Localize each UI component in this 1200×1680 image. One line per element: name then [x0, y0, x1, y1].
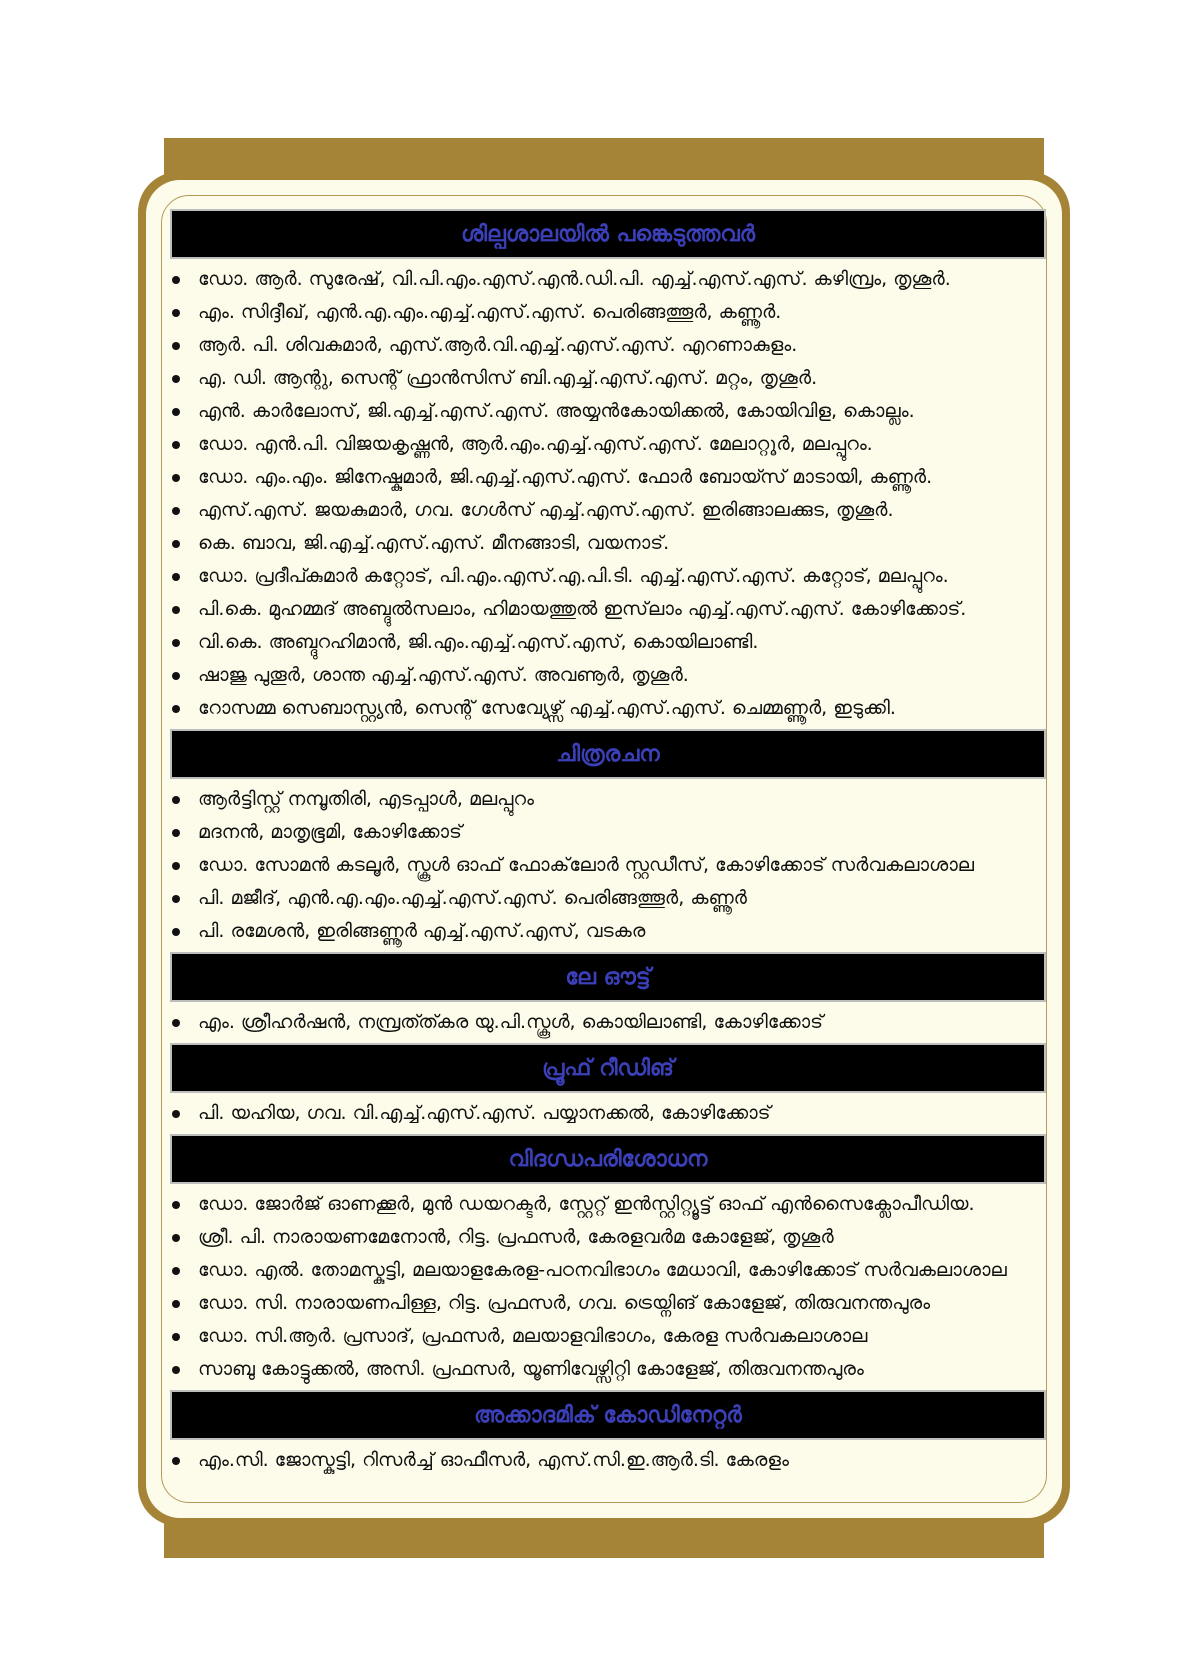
credit-list-item: പി. മജീദ്, എൻ.എ.എം.എച്ച്.എസ്.എസ്. പെരിങ്ങത്തൂർ, കണ്ണൂർ	[170, 882, 1046, 915]
credit-list-item: ഡോ. എൻ.പി. വിജയകൃഷ്ണൻ, ആർ.എം.എച്ച്.എസ്.എസ്. മേലാറ്റൂർ, മലപ്പുറം.	[170, 428, 1046, 461]
credit-list-item: ശ്രീ. പി. നാരായണമേനോൻ, റിട്ട. പ്രഫസർ, കേരളവർമ കോളേജ്, തൃശൂർ	[170, 1221, 1046, 1254]
section-header: ചിത്രരചന	[170, 729, 1046, 779]
credit-list-item: പി. യഹിയ, ഗവ. വി.എച്ച്.എസ്.എസ്. പയ്യാനക്കൽ, കോഴിക്കോട്	[170, 1097, 1046, 1130]
credit-list-item: എസ്.എസ്. ജയകുമാർ, ഗവ. ഗേൾസ് എച്ച്.എസ്.എസ്. ഇരിങ്ങാലക്കുട, തൃശൂർ.	[170, 494, 1046, 527]
credit-list-item: വി.കെ. അബ്ദുറഹിമാൻ, ജി.എം.എച്ച്.എസ്.എസ്, കൊയിലാണ്ടി.	[170, 626, 1046, 659]
section-header: വിദഗ്ധപരിശോധന	[170, 1134, 1046, 1184]
credit-list-item: എം. സിദ്ദീഖ്, എൻ.എ.എം.എച്ച്.എസ്.എസ്. പെരിങ്ങത്തൂർ, കണ്ണൂർ.	[170, 296, 1046, 329]
credit-list-item: എ. ഡി. ആന്റു, സെന്റ് ഫ്രാൻസിസ് ബി.എച്ച്.എസ്.എസ്. മറ്റം, തൃശൂർ.	[170, 362, 1046, 395]
credit-list-item: പി.കെ. മുഹമ്മദ് അബ്ദുൽസലാം, ഹിമായത്തുൽ ഇസ്‌ലാം എച്ച്.എസ്.എസ്. കോഴിക്കോട്.	[170, 593, 1046, 626]
section-header: പ്രൂഫ് റീഡിങ്	[170, 1043, 1046, 1093]
section-header: അക്കാദമിക് കോഡിനേറ്റർ	[170, 1390, 1046, 1440]
credit-list-item: കെ. ബാവ, ജി.എച്ച്.എസ്.എസ്. മീനങ്ങാടി, വയനാട്.	[170, 527, 1046, 560]
credit-list	[170, 1188, 1046, 1386]
section-header: ലേ ഔട്ട്	[170, 952, 1046, 1002]
credit-list-item: മദനൻ, മാതൃഭൂമി, കോഴിക്കോട്	[170, 816, 1046, 849]
credit-list-item: റോസമ്മ സെബാസ്റ്റ്യൻ, സെന്റ് സേവ്യേഴ്സ് എച്ച്.എസ്.എസ്. ചെമ്മണ്ണൂർ, ഇടുക്കി.	[170, 692, 1046, 725]
credit-list-item: പി. രമേശൻ, ഇരിങ്ങണ്ണൂർ എച്ച്.എസ്.എസ്, വടകര	[170, 915, 1046, 948]
credit-list-item: ഡോ. സോമൻ കടലൂർ, സ്കൂൾ ഓഫ് ഫോക്‌ലോർ സ്റ്റഡീസ്, കോഴിക്കോട് സർവകലാശാല	[170, 849, 1046, 882]
credit-list-item: ആർട്ടിസ്റ്റ് നമ്പൂതിരി, എടപ്പാൾ, മലപ്പുറം	[170, 783, 1046, 816]
credit-list-item: എൻ. കാർലോസ്, ജി.എച്ച്.എസ്.എസ്. അയ്യൻകോയിക്കൽ, കോയിവിള, കൊല്ലം.	[170, 395, 1046, 428]
credit-list-item: ഡോ. ആർ. സുരേഷ്, വി.പി.എം.എസ്.എൻ.ഡി.പി. എച്ച്.എസ്.എസ്. കഴിമ്പ്രം, തൃശൂർ.	[170, 263, 1046, 296]
credit-list	[170, 1097, 1046, 1130]
section-header: ശില്പശാലയിൽ പങ്കെടുത്തവർ	[170, 209, 1046, 259]
credits-frame	[138, 172, 1070, 1526]
credit-list-item: ഡോ. എൽ. തോമസ്കുട്ടി, മലയാളകേരള-പഠനവിഭാഗം മേധാവി, കോഴിക്കോട് സർവകലാശാല	[170, 1254, 1046, 1287]
credits-panel	[146, 180, 1062, 1518]
credit-list	[170, 1444, 1046, 1477]
credit-list	[170, 783, 1046, 948]
credit-list-item: ഷാജു പുതൂർ, ശാന്ത എച്ച്.എസ്.എസ്. അവണൂർ, തൃശൂർ.	[170, 659, 1046, 692]
credit-list-item: എം.സി. ജോസ്കുട്ടി, റിസർച്ച് ഓഫീസർ, എസ്.സി.ഇ.ആർ.ടി. കേരളം	[170, 1444, 1046, 1477]
credit-list-item: എം. ശ്രീഹർഷൻ, നമ്പ്രത്ത്കര യു.പി.സ്കൂൾ, കൊയിലാണ്ടി, കോഴിക്കോട്	[170, 1006, 1046, 1039]
credit-list-item: ഡോ. പ്രദീപ്കുമാർ കറ്റോട്, പി.എം.എസ്.എ.പി.ടി. എച്ച്.എസ്.എസ്. കറ്റോട്, മലപ്പുറം.	[170, 560, 1046, 593]
credit-list-item: ഡോ. ജോർജ് ഓണക്കൂർ, മുൻ ഡയറക്ടർ, സ്റ്റേറ്റ് ഇൻസ്റ്റിറ്റ്യൂട്ട് ഓഫ് എൻസൈക്ലോപീഡിയ.	[170, 1188, 1046, 1221]
credit-list-item: ഡോ. സി.ആർ. പ്രസാദ്, പ്രഫസർ, മലയാളവിഭാഗം, കേരള സർവകലാശാല	[170, 1320, 1046, 1353]
credit-list	[170, 263, 1046, 725]
credit-list-item: സാബു കോട്ടുക്കൽ, അസി. പ്രഫസർ, യൂണിവേഴ്സിറ്റി കോളേജ്, തിരുവനന്തപുരം	[170, 1353, 1046, 1386]
credit-list-item: ആർ. പി. ശിവകുമാർ, എസ്.ആർ.വി.എച്ച്.എസ്.എസ്. എറണാകുളം.	[170, 329, 1046, 362]
credit-list-item: ഡോ. എം.എം. ജിനേഷ്കുമാർ, ജി.എച്ച്.എസ്.എസ്. ഫോർ ബോയ്സ് മാടായി, കണ്ണൂർ.	[170, 461, 1046, 494]
credits-content	[170, 209, 1046, 1481]
credit-list	[170, 1006, 1046, 1039]
credit-list-item: ഡോ. സി. നാരായണപിള്ള, റിട്ട. പ്രഫസർ, ഗവ. ട്രെയ്നിങ് കോളേജ്, തിരുവനന്തപുരം	[170, 1287, 1046, 1320]
